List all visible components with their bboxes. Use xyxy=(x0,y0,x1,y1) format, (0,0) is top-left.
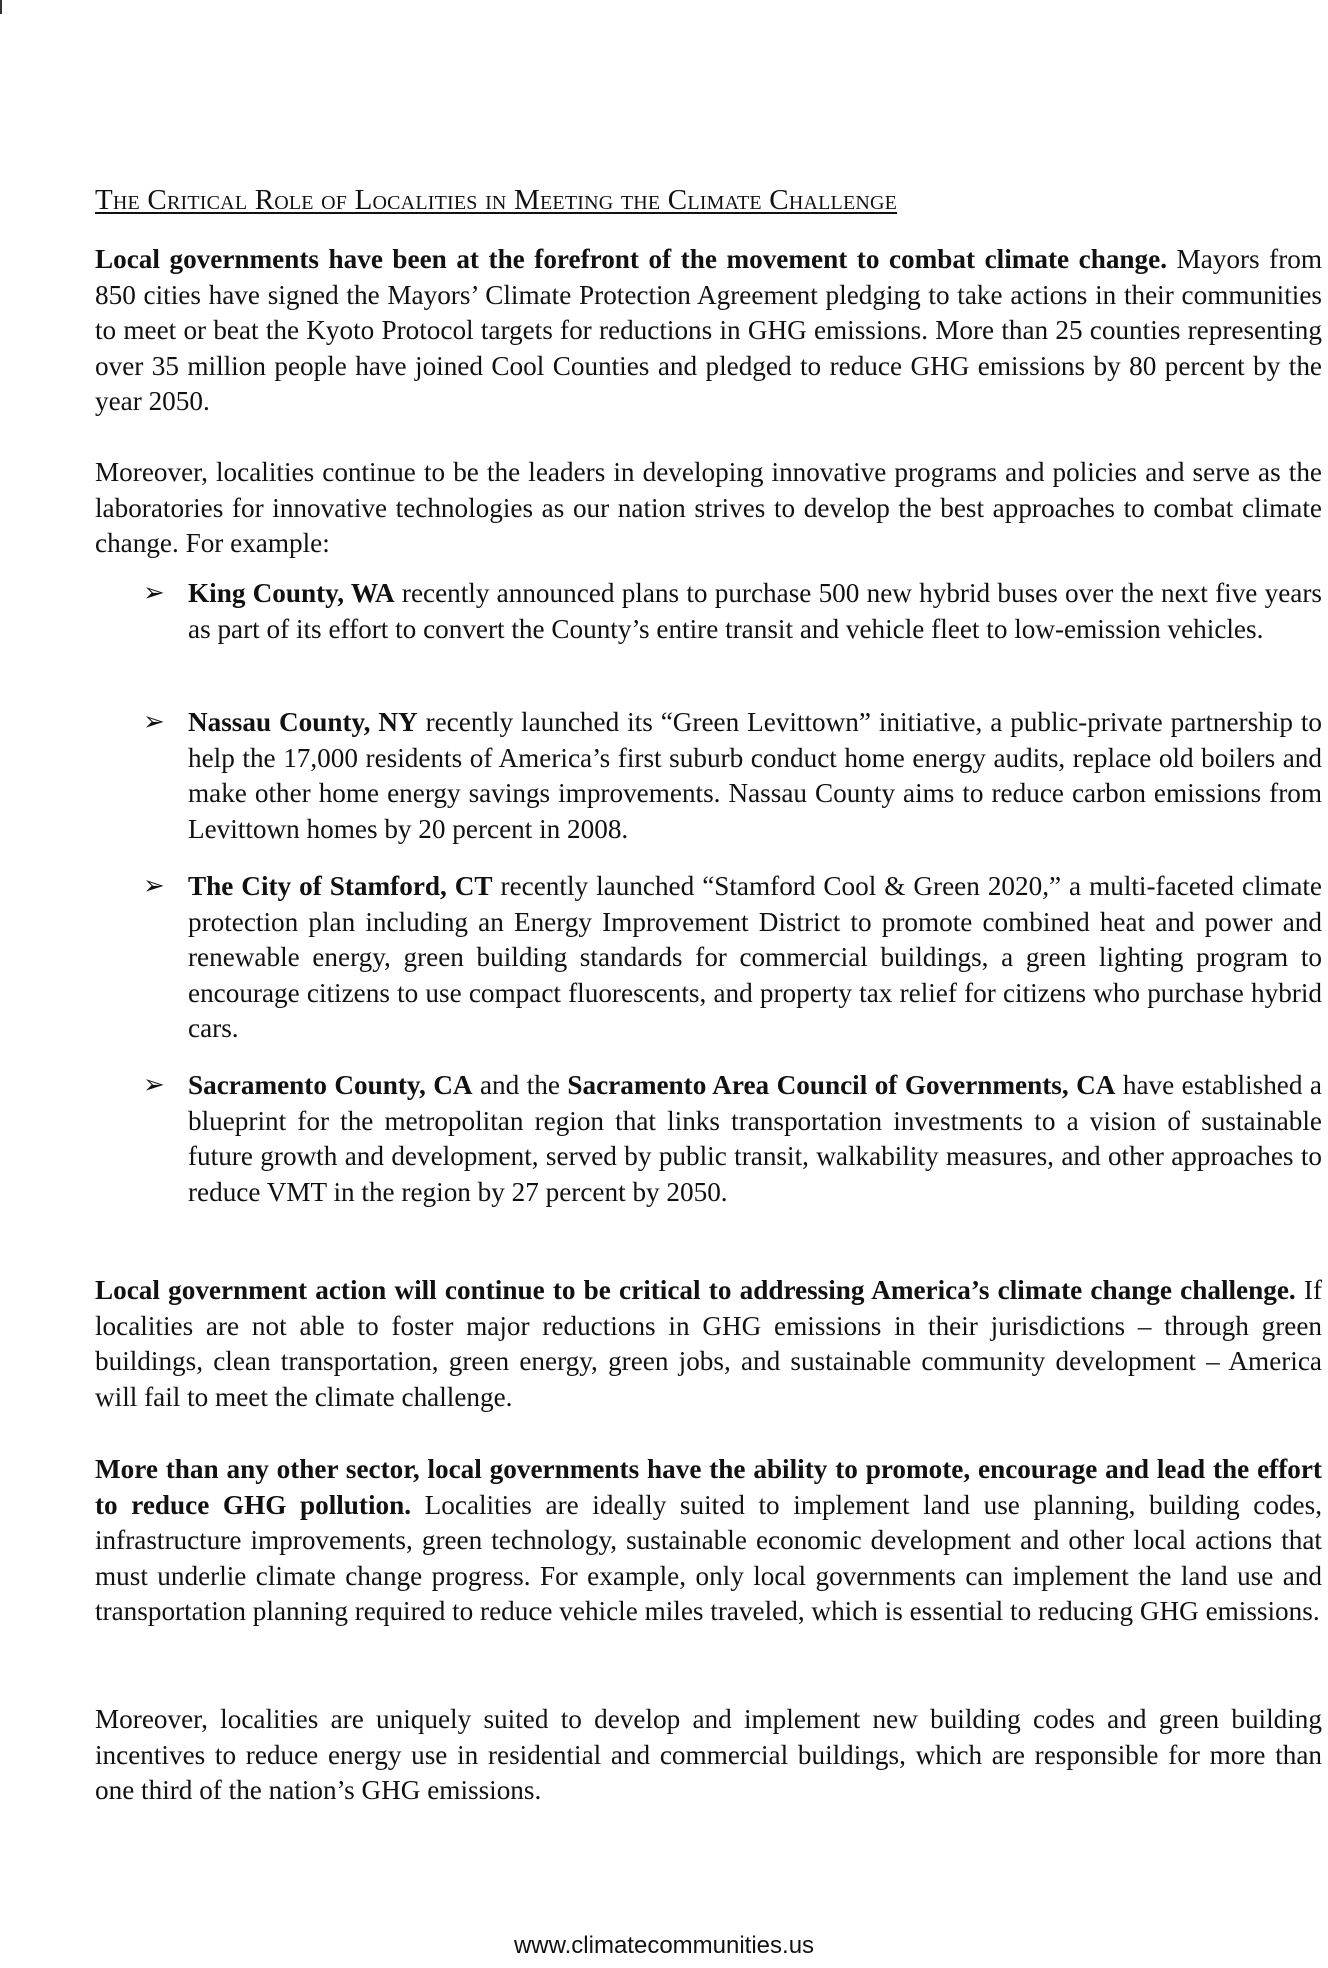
paragraph-lead: Local government action will continue to be critical to addressing America’s climate change challenge. xyxy=(95,1275,1296,1305)
paragraph-building-codes xyxy=(95,1702,1322,1809)
list-item-body: recently launched its “Green Levittown” initiative, a public-private partnership to help the 17,000 residents of America’s first suburb conduct home energy audits, replace old boilers and make other home energy savings improvements. Nassau County aims to reduce carbon emissions from Levittown homes by 20 percent in 2008. xyxy=(188,707,1322,844)
list-item-connector: and the xyxy=(472,1070,568,1100)
paragraph-body: If localities are not able to foster major reductions in GHG emissions in their jurisdictions – through green buildings, clean transportation, green energy, green jobs, and sustainable community development – America will fail to meet the climate challenge. xyxy=(95,1275,1323,1412)
paragraph-body: Localities are ideally suited to implement land use planning, building codes, infrastructure improvements, green technology, sustainable economic development and other local actions that must underlie climate change progress. For example, only local governments can implement the land use and transportation planning required to reduce vehicle miles traveled, which is essential to reducing GHG emissions. xyxy=(95,1489,1322,1627)
list-item-lead: Sacramento County, CA xyxy=(188,1070,473,1100)
list-item-body: recently launched “Stamford Cool & Green 2020,” a multi-faceted climate protection plan including an Energy Improvement District to promote combined heat and power and renewable energy, green building standards for commercial buildings, a green lighting program to encourage citizens to use compact fluorescents, and property tax relief for citizens who purchase hybrid cars. xyxy=(188,871,1323,1044)
arrow-bullet-icon: ➢ xyxy=(143,707,165,737)
paragraph-lead: Local governments have been at the forefront of the movement to combat climate change. xyxy=(95,244,1168,274)
page-title: The Critical Role of Localities in Meeting the Climate Challenge xyxy=(95,184,898,216)
paragraph-body: Moreover, localities continue to be the leaders in developing innovative programs and policies and serve as the laboratories for innovative technologies as our nation strives to develop the best approaches to combat climate change. For example: xyxy=(95,457,1322,559)
list-item-lead: Nassau County, NY xyxy=(188,707,418,737)
list-item-lead: The City of Stamford, CT xyxy=(188,871,493,901)
list-item-text xyxy=(188,869,1322,1047)
list-item-lead: King County, WA xyxy=(188,578,395,608)
paragraph-critical-action xyxy=(95,1273,1322,1415)
list-item-body: recently announced plans to purchase 500 new hybrid buses over the next five years as part of its effort to convert the County’s entire transit and vehicle fleet to low-emission vehicles. xyxy=(188,578,1322,644)
paragraph-examples-intro xyxy=(95,455,1322,562)
list-item-text xyxy=(188,1068,1322,1210)
paragraph-body: Mayors from 850 cities have signed the Mayors’ Climate Protection Agreement pledging to take actions in their communities to meet or beat the Kyoto Protocol targets for reductions in GHG emissions. More than 25 counties representing over 35 million people have joined Cool Counties and pledged to reduce GHG emissions by 80 percent by the year 2050. xyxy=(95,244,1322,417)
paragraph-body: Moreover, localities are uniquely suited to develop and implement new building codes and green building incentives to reduce energy use in residential and commercial buildings, which are responsible for more than one third of the nation’s GHG emissions. xyxy=(95,1704,1322,1806)
arrow-bullet-icon: ➢ xyxy=(143,578,165,608)
scan-edge-mark xyxy=(0,0,2,14)
paragraph-lead: More than any other sector, local governments have the ability to promote, encourage and lead the effort to reduce GHG pollution. xyxy=(95,1454,1322,1520)
paragraph-intro xyxy=(95,242,1322,420)
list-item-lead-secondary: Sacramento Area Council of Governments, CA xyxy=(567,1070,1116,1100)
paragraph-local-ability xyxy=(95,1452,1322,1630)
list-item-text xyxy=(188,705,1322,847)
footer-url: www.climatecommunities.us xyxy=(513,1932,815,1959)
list-item-text xyxy=(188,576,1322,647)
arrow-bullet-icon: ➢ xyxy=(143,1070,165,1100)
arrow-bullet-icon: ➢ xyxy=(143,871,165,901)
list-item-body: have established a blueprint for the metropolitan region that links transportation investments to a vision of sustainable future growth and development, served by public transit, walkability measures, and other approaches to reduce VMT in the region by 27 percent by 2050. xyxy=(188,1070,1322,1207)
